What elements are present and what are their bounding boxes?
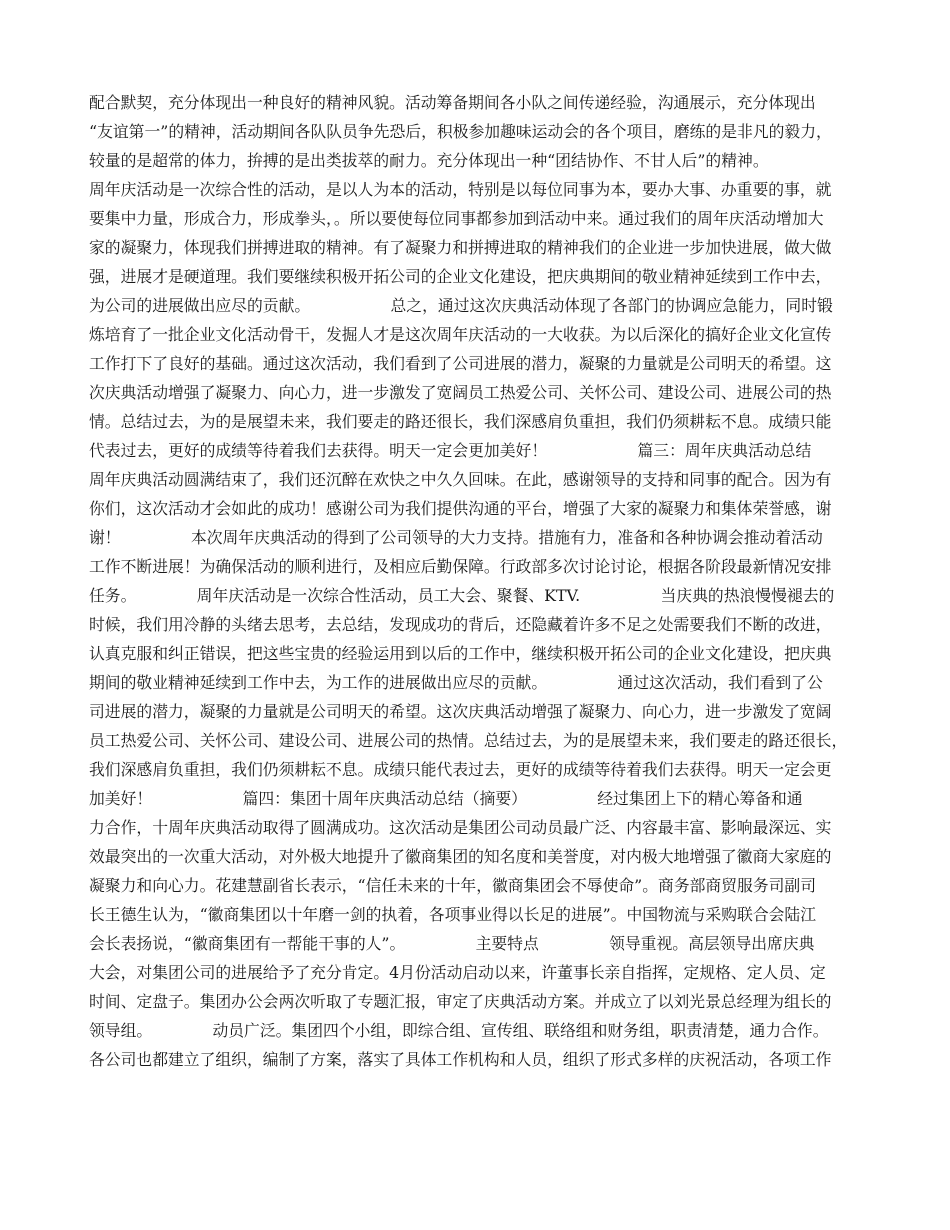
text-line: 炼培育了一批企业文化活动骨干，发掘人才是这次周年庆活动的一大收获。为以后深化的搞好企业文化宣传	[89, 325, 832, 344]
text-line: 时候，我们用冷静的头绪去思考，去总结，发现成功的背后，还隐藏着许多不足之处需要我们不断的改进，	[89, 615, 832, 634]
text-line: 谢！ 本次周年庆典活动的得到了公司领导的大力支持。措施有力，准备和各种协调会推动着活动	[89, 528, 823, 547]
text-line: 各公司也都建立了组织，编制了方案，落实了具体工作机构和人员，组织了形式多样的庆祝活动，各项工作	[89, 1050, 832, 1069]
text-line: 情。总结过去，为的是展望未来，我们要走的路还很长，我们深感肩负重担，我们仍须耕耘不息。成绩只能	[89, 412, 832, 431]
text-line: 次庆典活动增强了凝聚力、向心力，进一步激发了宽阔员工热爱公司、关怀公司、建设公司、进展公司的热	[89, 383, 832, 402]
text-line: 工作打下了良好的基础。通过这次活动，我们看到了公司进展的潜力，凝聚的力量就是公司明天的希望。这	[89, 354, 832, 373]
text-line: 会长表扬说，“徽商集团有一帮能干事的人”。 主要特点 领导重视。高层领导出席庆典	[89, 934, 815, 953]
text-line: 你们，这次活动才会如此的成功！感谢公司为我们提供沟通的平台，增强了大家的凝聚力和集体荣誉感，谢	[89, 499, 832, 518]
text-line: 强，进展才是硬道理。我们要继续积极开拓公司的企业文化建设，把庆典期间的敬业精神延续到工作中去，	[89, 267, 832, 286]
text-line: 周年庆活动是一次综合性的活动，是以人为本的活动，特别是以每位同事为本，要办大事、办重要的事，就	[89, 180, 832, 199]
text-line: 员工热爱公司、关怀公司、建设公司、进展公司的热情。总结过去，为的是展望未来，我们要走的路还很长，	[89, 731, 848, 750]
text-line: 家的凝聚力，体现我们拼搏进取的精神。有了凝聚力和拼搏进取的精神我们的企业进一步加快进展，做大做	[89, 238, 832, 257]
text-line: 为公司的进展做出应尽的贡献。 总之，通过这次庆典活动体现了各部门的协调应急能力，同时锻	[89, 296, 833, 315]
text-line: 任务。 周年庆活动是一次综合性活动，员工大会、聚餐、KTV. 当庆典的热浪慢慢褪去的	[89, 586, 835, 605]
body-text	[89, 88, 878, 1074]
text-line: 时间、定盘子。集团办公会两次听取了专题汇报，审定了庆典活动方案。并成立了以刘光景总经理为组长的	[89, 992, 832, 1011]
text-line: 较量的是超常的体力，拚搏的是出类拔萃的耐力。充分体现出一种“团结协作、不甘人后”的精神。	[89, 151, 769, 170]
text-line: 认真克服和纠正错误，把这些宝贵的经验运用到以后的工作中，继续积极开拓公司的企业文化建设，把庆典	[89, 644, 832, 663]
text-line: 周年庆典活动圆满结束了，我们还沉醉在欢快之中久久回味。在此，感谢领导的支持和同事的配合。因为有	[89, 470, 832, 489]
text-line: 工作不断进展！为确保活动的顺利进行，及相应后勤保障。行政部多次讨论讨论，根据各阶段最新情况安排	[89, 557, 832, 576]
text-line: 要集中力量，形成合力，形成拳头，。所以要使每位同事都参加到活动中来。通过我们的周年庆活动增加大	[89, 209, 824, 228]
text-line: 期间的敬业精神延续到工作中去，为工作的进展做出应尽的贡献。 通过这次活动，我们看到了公	[89, 673, 823, 692]
text-line: 大会，对集团公司的进展给予了充分肯定。4月份活动启动以来，许董事长亲自指挥，定规格、定人员、定	[89, 963, 826, 982]
text-line: “友谊第一”的精神，活动期间各队队员争先恐后，积极参加趣味运动会的各个项目，磨练的是非凡的毅力，	[89, 122, 832, 141]
text-line: 配合默契，充分体现出一种良好的精神风貌。活动筹备期间各小队之间传递经验，沟通展示，充分体现出	[89, 93, 816, 112]
text-line: 加美好！ 篇四：集团十周年庆典活动总结（摘要） 经过集团上下的精心筹备和通	[89, 789, 803, 808]
text-line: 领导组。 动员广泛。集团四个小组，即综合组、宣传组、联络组和财务组，职责清楚，通力合作。	[89, 1021, 829, 1040]
text-line: 司进展的潜力，凝聚的力量就是公司明天的希望。这次庆典活动增强了凝聚力、向心力，进一步激发了宽阔	[89, 702, 832, 721]
text-line: 力合作，十周年庆典活动取得了圆满成功。这次活动是集团公司动员最广泛、内容最丰富、影响最深远、实	[89, 818, 832, 837]
text-line: 效最突出的一次重大活动，对外极大地提升了徽商集团的知名度和美誉度，对内极大地增强了徽商大家庭的	[89, 847, 832, 866]
text-line: 凝聚力和向心力。花建慧副省长表示，“信任未来的十年，徽商集团会不辱使命”。商务部商贸服务司副司	[89, 876, 817, 895]
text-line: 我们深感肩负重担，我们仍须耕耘不息。成绩只能代表过去，更好的成绩等待着我们去获得。明天一定会更	[89, 760, 832, 779]
text-line: 代表过去，更好的成绩等待着我们去获得。明天一定会更加美好！ 篇三：周年庆典活动总结	[89, 441, 812, 460]
text-line: 长王德生认为，“徽商集团以十年磨一剑的执着，各项事业得以长足的进展”。中国物流与采购联合会陆江	[89, 905, 817, 924]
